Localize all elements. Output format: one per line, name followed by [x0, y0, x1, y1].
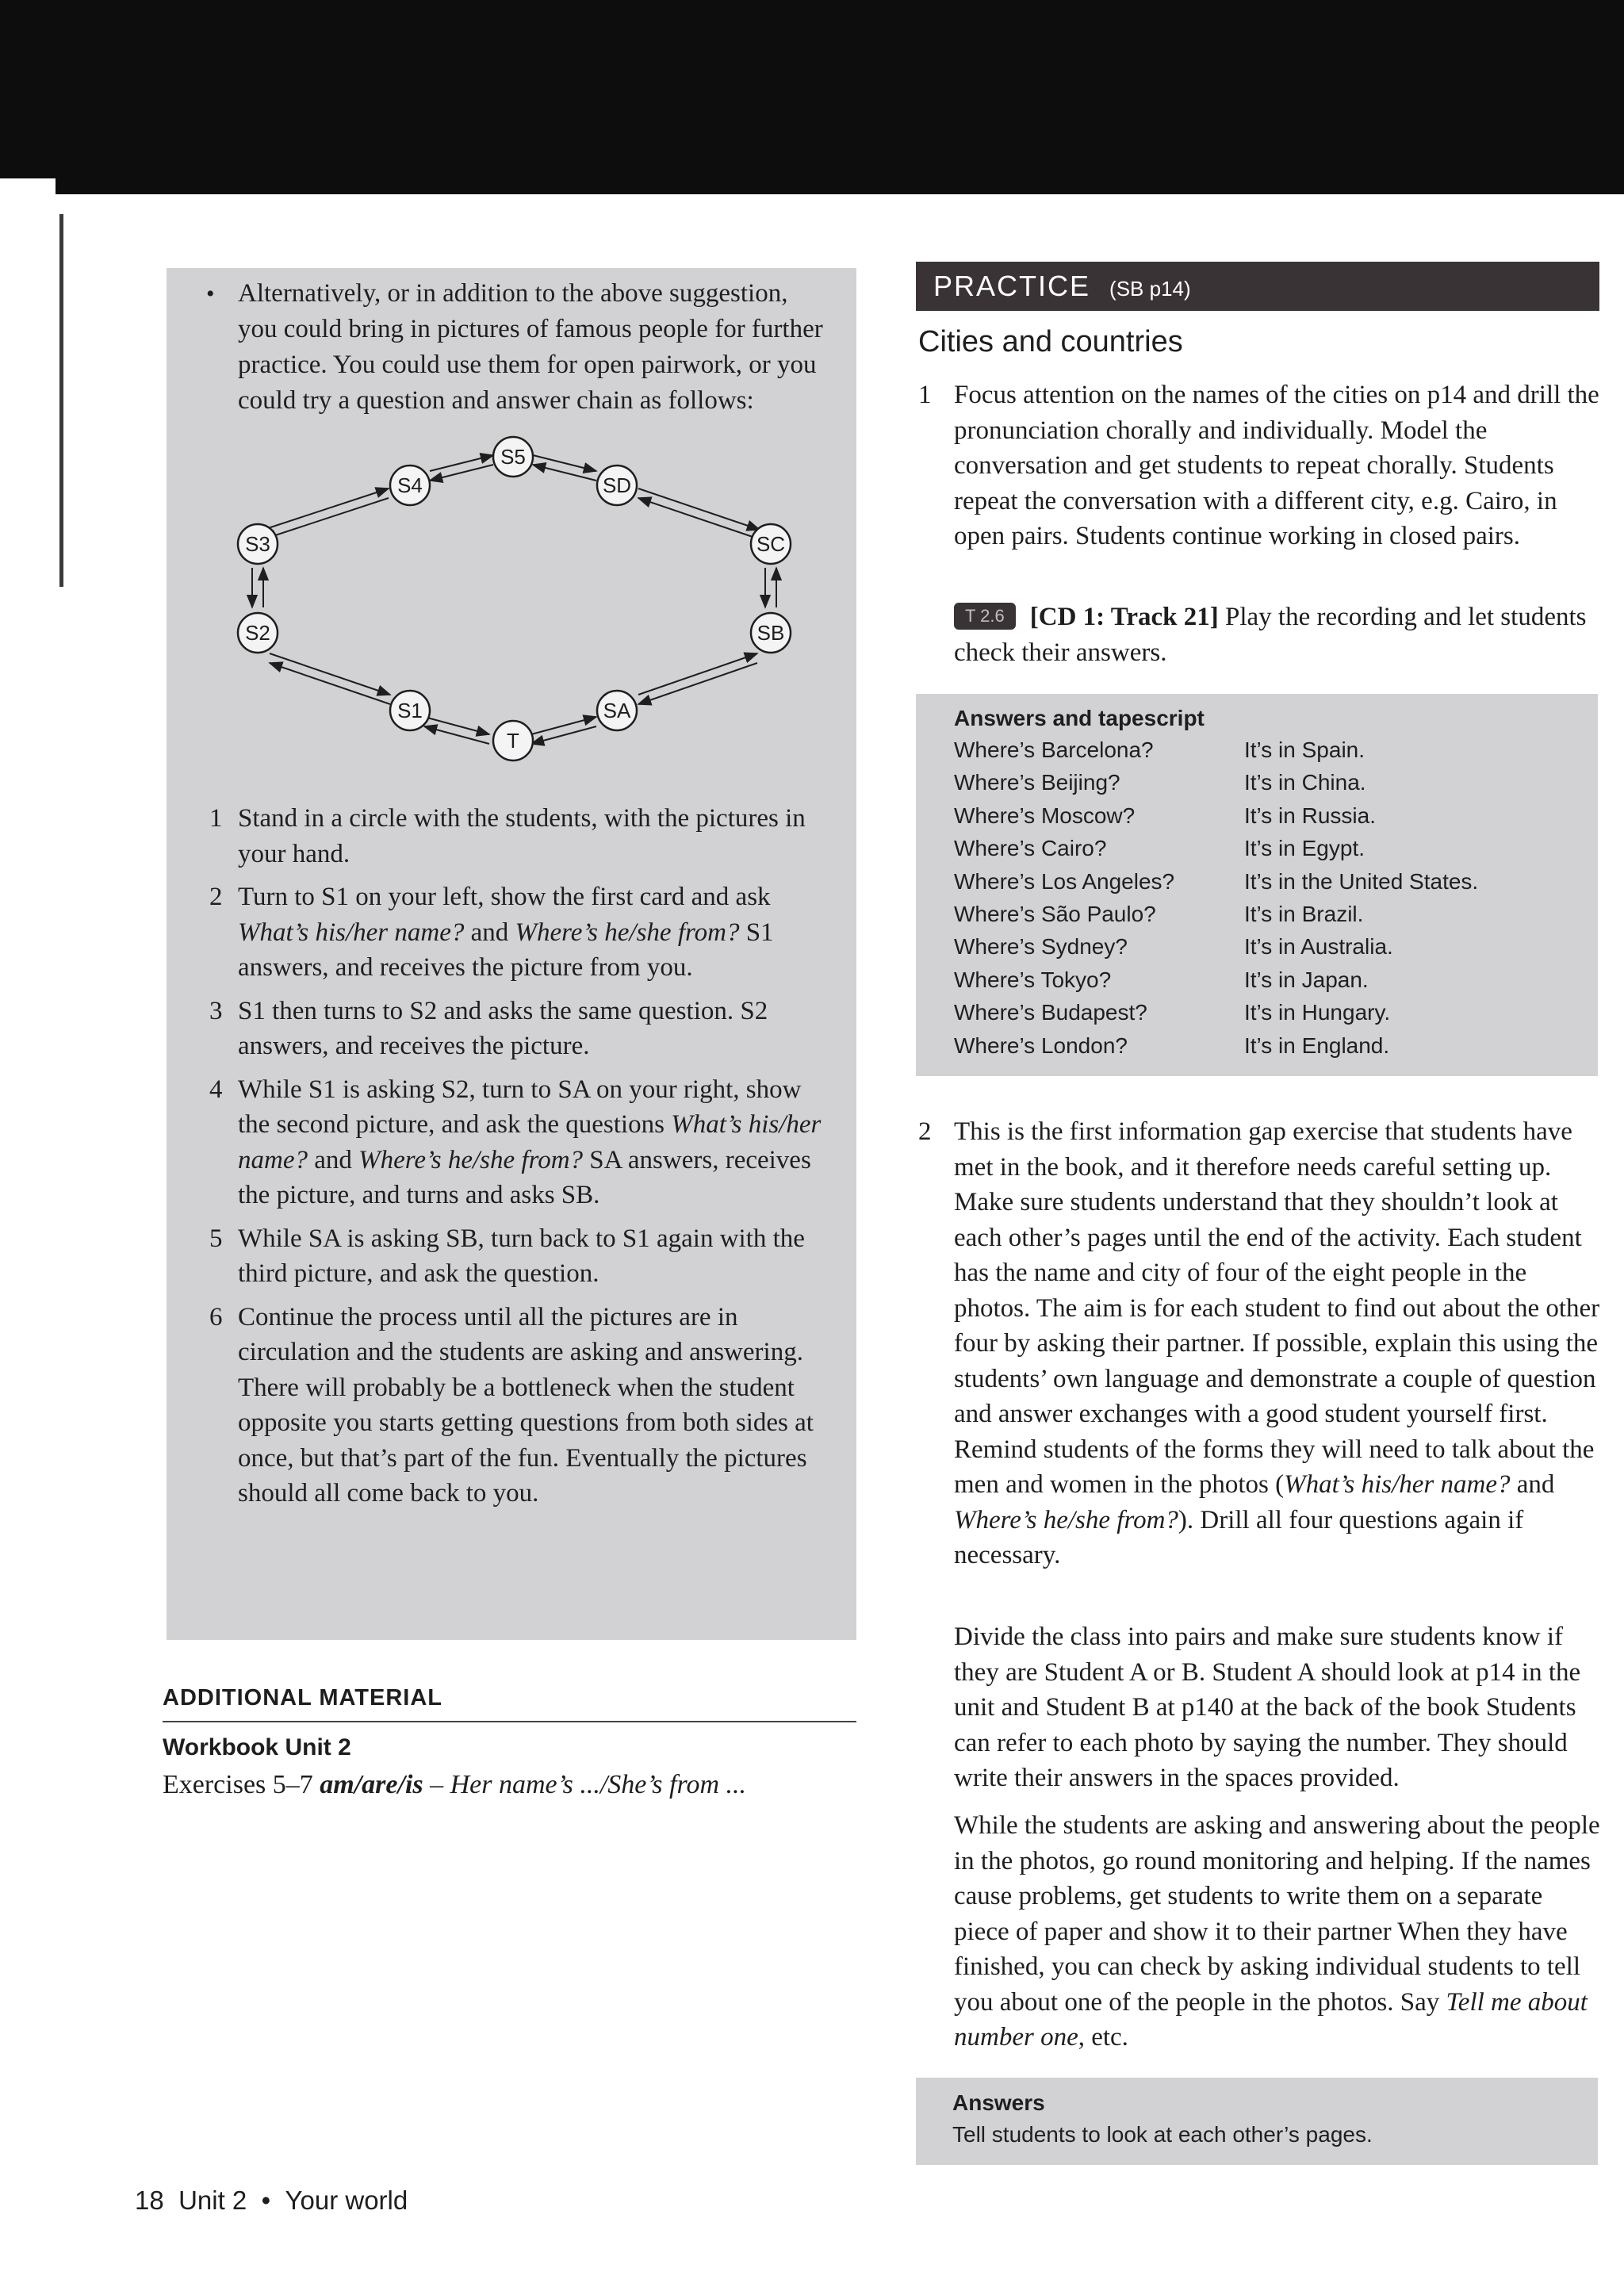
arrow-sc-sd	[638, 498, 760, 539]
step-text: Turn to S1 on your left, show the first card and ask	[238, 883, 771, 911]
question-italic: Where’s he/she from?	[358, 1145, 584, 1174]
node-t-label: T	[507, 729, 519, 753]
arrow-sa-t	[531, 726, 596, 744]
step-text: Stand in a circle with the students, with the pictures in your hand.	[238, 804, 806, 868]
additional-material-heading: ADDITIONAL MATERIAL	[163, 1685, 856, 1722]
arrow-s3-s4	[263, 488, 389, 530]
arrow-s2-s1	[270, 653, 390, 695]
answer-row	[954, 832, 1598, 864]
node-s3-label: S3	[245, 532, 270, 556]
exercises-dash: –	[423, 1770, 450, 1799]
answers-heading: Answers	[952, 2090, 1045, 2115]
answer-question: Where’s Barcelona?	[954, 737, 1154, 762]
paragraph-number: 2	[918, 1117, 932, 1146]
answer-text: It’s in China.	[1244, 770, 1366, 795]
footer-unit: Unit 2	[178, 2186, 247, 2215]
footer-separator: •	[261, 2186, 271, 2215]
step-2	[198, 879, 833, 986]
answer-question: Where’s London?	[954, 1032, 1128, 1058]
exercises-examples: Her name’s .../She’s from ...	[450, 1770, 746, 1799]
answer-row	[954, 996, 1598, 1029]
arrow-t-sa	[531, 717, 596, 734]
question-italic: What’s his/her name?	[238, 1110, 822, 1174]
step-text: and	[464, 918, 515, 947]
intro-text: Alternatively, or in addition to the above suggestion, you could bring in pictures of famous people for further practice. You could use them for open pairwork, or you could try a question and answer chain as follows:	[238, 279, 823, 415]
step-text: While S1 is asking S2, turn to SA on your right, show the second picture, and ask the questions	[238, 1075, 802, 1139]
step-text: S1 then turns to S2 and asks the same question. S2 answers, and receives the picture.	[238, 996, 768, 1060]
arrow-t-s1	[424, 726, 489, 744]
answer-row	[954, 766, 1598, 799]
step-4	[198, 1072, 833, 1213]
answer-question: Where’s Moscow?	[954, 803, 1136, 828]
arrow-s4-s5	[430, 455, 493, 471]
answer-text: It’s in Australia.	[1244, 934, 1393, 960]
answer-text: It’s in Egypt.	[1244, 836, 1365, 861]
node-sd-label: SD	[602, 473, 632, 497]
practice-ref: (SB p14)	[1109, 277, 1191, 301]
step-number: 6	[209, 1302, 223, 1331]
page-number: 18	[135, 2186, 164, 2215]
track-text: Play the recording and let students check their answers.	[954, 603, 1587, 667]
node-s1-label: S1	[397, 699, 423, 722]
step-6	[198, 1300, 833, 1511]
paragraph-text: ). Drill all four questions again if necessary.	[954, 1505, 1524, 1569]
answers-tapescript-box	[916, 694, 1598, 1076]
answer-text: It’s in Japan.	[1244, 967, 1369, 992]
node-sb-label: SB	[756, 621, 785, 645]
answer-row	[954, 964, 1598, 996]
answer-text: It’s in the United States.	[1244, 868, 1479, 894]
step-text: S1 answers, and receives the picture from you.	[238, 918, 774, 982]
paragraph-text: This is the first information gap exercise that students have met in the book, and it therefore needs careful setting up. Make sure students understand that they shouldn’t look at each other’s pages until the end of the activity. Each student has the name and city of four of the eight people in the photos. The aim is for each student to find out about the other four by asking their partner. If possible, explain this using the students’ own language and demonstrate a couple of question and answer exchanges with a good student yourself first. Remind students of the forms they will need to talk about the men and women in the photos (	[954, 1117, 1600, 1499]
paragraph-text: , etc.	[1078, 2023, 1128, 2052]
practice-paragraph-4	[918, 1808, 1600, 2055]
answer-row	[954, 1029, 1598, 1062]
practice-paragraph-1	[918, 377, 1600, 554]
step-1	[198, 801, 833, 872]
answer-question: Where’s São Paulo?	[954, 902, 1156, 927]
arrow-s1-s2	[270, 663, 390, 704]
step-number: 4	[209, 1075, 223, 1104]
question-chain-diagram	[222, 425, 825, 790]
arrow-sd-sc	[638, 488, 760, 530]
practice-label: PRACTICE	[933, 270, 1091, 302]
arrow-sa-sb	[638, 653, 757, 695]
chain-steps-list	[198, 801, 833, 1511]
practice-paragraph-2	[918, 1114, 1600, 1573]
answer-row	[954, 930, 1598, 963]
node-s4-label: S4	[397, 473, 423, 497]
answer-text: It’s in England.	[1244, 1032, 1390, 1058]
workbook-exercises	[163, 1770, 746, 1800]
step-number: 1	[209, 804, 223, 833]
question-italic: What’s his/her name?	[1284, 1470, 1511, 1499]
paragraph-text: Divide the class into pairs and make sure students know if they are Student A or B. Student A should look at p14 in the unit and Student B at p140 at the back of the book Students can refer to each photo by saying the number. They should write their answers in the spaces provided.	[954, 1622, 1581, 1792]
paragraph-text: and	[1510, 1470, 1555, 1499]
paragraph-text: Focus attention on the names of the cities on p14 and drill the pronunciation chorally and individually. Model the conversation and get students to repeat chorally. Students repeat the conversation with a different city, e.g. Cairo, in open pairs. Students continue working in closed pairs.	[954, 381, 1599, 550]
step-text: SA answers, receives the picture, and turns and asks SB.	[238, 1145, 811, 1209]
node-sa-label: SA	[603, 699, 631, 722]
practice-header-bar	[916, 262, 1599, 311]
paragraph-text: While the students are asking and answering about the people in the photos, go round monitoring and helping. If the names cause problems, get students to write them on a separate piece of paper and show it to their partner When they have finished, you can check by asking individual students to tell you about one of the people in the photos. Say	[954, 1811, 1600, 2017]
question-italic: What’s his/her name?	[238, 918, 465, 947]
answer-question: Where’s Cairo?	[954, 836, 1107, 861]
practice-paragraph-3	[918, 1619, 1600, 1796]
arrow-s5-s4	[430, 465, 493, 481]
paragraph-number: 1	[918, 381, 932, 409]
track-label: [CD 1: Track 21]	[1029, 603, 1219, 631]
answers-heading: Answers and tapescript	[954, 706, 1205, 730]
answer-question: Where’s Beijing?	[954, 770, 1120, 795]
step-3	[198, 994, 833, 1064]
step-5	[198, 1221, 833, 1292]
node-s2-label: S2	[245, 621, 270, 645]
question-italic: Where’s he/she from?	[515, 918, 740, 947]
step-number: 2	[209, 883, 223, 911]
arrow-sd-s5	[533, 465, 596, 481]
step-text: While SA is asking SB, turn back to S1 again with the third picture, and ask the question.	[238, 1224, 805, 1288]
example-italic: Tell me about number one	[954, 1987, 1588, 2052]
page-footer	[135, 2186, 408, 2216]
answer-row	[954, 865, 1598, 898]
left-activity-panel	[167, 268, 856, 1640]
node-s5-label: S5	[500, 445, 526, 469]
answer-row	[954, 799, 1598, 832]
bullet-icon: •	[206, 281, 215, 307]
audio-track-badge[interactable]: T 2.6	[954, 603, 1016, 630]
answers-text: Tell students to look at each other’s pages.	[952, 2122, 1373, 2147]
arrow-sb-sa	[638, 663, 757, 704]
step-text: and	[307, 1145, 359, 1174]
answer-text: It’s in Brazil.	[1244, 902, 1364, 927]
exercises-label: Exercises 5–7	[163, 1770, 313, 1799]
arrow-s4-s3	[263, 498, 389, 539]
exercises-forms: am/are/is	[320, 1770, 423, 1799]
answers-box-2	[916, 2078, 1598, 2165]
answer-text: It’s in Russia.	[1244, 803, 1376, 828]
arrow-s1-t	[424, 717, 489, 734]
margin-rule	[59, 214, 63, 587]
question-italic: Where’s he/she from?	[954, 1505, 1178, 1534]
answer-question: Where’s Tokyo?	[954, 967, 1112, 992]
footer-title: Your world	[285, 2186, 408, 2215]
answer-text: It’s in Spain.	[1244, 737, 1365, 762]
answer-row	[954, 898, 1598, 930]
top-black-band	[0, 0, 1624, 194]
step-number: 3	[209, 996, 223, 1025]
answer-question: Where’s Budapest?	[954, 1000, 1147, 1025]
answer-question: Where’s Sydney?	[954, 934, 1128, 960]
answer-question: Where’s Los Angeles?	[954, 868, 1175, 894]
answer-row	[954, 734, 1598, 766]
step-number: 5	[209, 1224, 223, 1253]
node-sc-label: SC	[756, 532, 786, 556]
intro-paragraph	[198, 276, 833, 419]
section-title: Cities and countries	[918, 325, 1183, 358]
arrow-s5-sd	[533, 455, 596, 471]
track-paragraph	[918, 600, 1600, 670]
scan-edge	[0, 178, 56, 194]
answer-text: It’s in Hungary.	[1244, 1000, 1391, 1025]
step-text: Continue the process until all the pictures are in circulation and the students are asking and answering. There will probably be a bottleneck when the student opposite you starts getting questions from both sides at once, but that’s part of the fun. Eventually the pictures should all come back to you.	[238, 1302, 814, 1508]
workbook-title: Workbook Unit 2	[163, 1734, 351, 1760]
